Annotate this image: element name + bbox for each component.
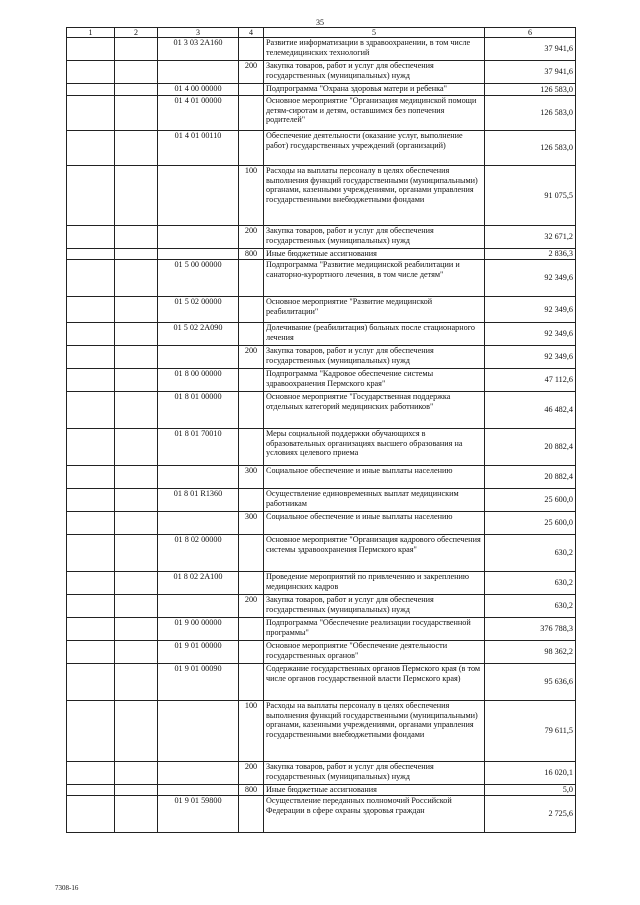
expense-type-code-cell: 200 — [239, 346, 264, 369]
item-name-cell: Основное мероприятие "Организация кадрового обеспечения системы здравоохранения Пермского края" — [264, 535, 485, 572]
target-article-code-cell — [158, 785, 239, 796]
item-name-cell: Иные бюджетные ассигнования — [264, 785, 485, 796]
amount-cell: 92 349,6 — [485, 297, 576, 323]
ministry-code-cell — [67, 369, 115, 392]
section-code-cell — [115, 664, 158, 701]
amount-cell: 630,2 — [485, 572, 576, 595]
ministry-code-cell — [67, 535, 115, 572]
section-code-cell — [115, 785, 158, 796]
amount-cell: 92 349,6 — [485, 346, 576, 369]
table-row — [67, 535, 576, 572]
target-article-code-cell: 01 8 01 R1360 — [158, 489, 239, 512]
expense-type-code-cell: 800 — [239, 785, 264, 796]
section-code-cell — [115, 796, 158, 833]
target-article-code-cell: 01 8 01 70010 — [158, 429, 239, 466]
section-code-cell — [115, 489, 158, 512]
ministry-code-cell — [67, 346, 115, 369]
target-article-code-cell — [158, 346, 239, 369]
section-code-cell — [115, 249, 158, 260]
expense-type-code-cell — [239, 392, 264, 429]
amount-cell: 126 583,0 — [485, 96, 576, 131]
item-name-cell: Осуществление переданных полномочий Российской Федерации в сфере охраны здоровья граждан — [264, 796, 485, 833]
amount-cell: 25 600,0 — [485, 512, 576, 535]
table-row — [67, 512, 576, 535]
table-row — [67, 226, 576, 249]
ministry-code-cell — [67, 785, 115, 796]
section-code-cell — [115, 96, 158, 131]
amount-cell: 630,2 — [485, 595, 576, 618]
section-code-cell — [115, 701, 158, 762]
table-row — [67, 701, 576, 762]
table-row — [67, 96, 576, 131]
amount-cell: 32 671,2 — [485, 226, 576, 249]
item-name-cell: Закупка товаров, работ и услуг для обеспечения государственных (муниципальных) нужд — [264, 226, 485, 249]
item-name-cell: Проведение мероприятий по привлечению и закреплению медицинских кадров — [264, 572, 485, 595]
target-article-code-cell — [158, 762, 239, 785]
ministry-code-cell — [67, 595, 115, 618]
item-name-cell: Закупка товаров, работ и услуг для обеспечения государственных (муниципальных) нужд — [264, 61, 485, 84]
amount-cell: 2 725,6 — [485, 796, 576, 833]
target-article-code-cell: 01 4 01 00110 — [158, 131, 239, 166]
ministry-code-cell — [67, 512, 115, 535]
column-header-6: 6 — [485, 28, 576, 38]
ministry-code-cell — [67, 572, 115, 595]
table-row — [67, 641, 576, 664]
ministry-code-cell — [67, 701, 115, 762]
item-name-cell: Осуществление единовременных выплат медицинским работникам — [264, 489, 485, 512]
table-row — [67, 466, 576, 489]
section-code-cell — [115, 131, 158, 166]
table-row — [67, 796, 576, 833]
expense-type-code-cell: 100 — [239, 166, 264, 226]
section-code-cell — [115, 572, 158, 595]
section-code-cell — [115, 466, 158, 489]
ministry-code-cell — [67, 466, 115, 489]
target-article-code-cell: 01 5 02 00000 — [158, 297, 239, 323]
amount-cell: 98 362,2 — [485, 641, 576, 664]
ministry-code-cell — [67, 249, 115, 260]
table-row — [67, 392, 576, 429]
item-name-cell: Обеспечение деятельности (оказание услуг, выполнение работ) государственных учреждений (организаций) — [264, 131, 485, 166]
amount-cell: 47 112,6 — [485, 369, 576, 392]
item-name-cell: Развитие информатизации в здравоохранении, в том числе телемедицинских технологий — [264, 38, 485, 61]
expense-type-code-cell — [239, 796, 264, 833]
amount-cell: 2 836,3 — [485, 249, 576, 260]
expense-type-code-cell — [239, 618, 264, 641]
ministry-code-cell — [67, 664, 115, 701]
amount-cell: 92 349,6 — [485, 323, 576, 346]
section-code-cell — [115, 392, 158, 429]
target-article-code-cell: 01 5 00 00000 — [158, 260, 239, 297]
expense-type-code-cell — [239, 96, 264, 131]
section-code-cell — [115, 429, 158, 466]
table-row — [67, 323, 576, 346]
expense-type-code-cell: 300 — [239, 466, 264, 489]
table-row — [67, 785, 576, 796]
ministry-code-cell — [67, 762, 115, 785]
table-row — [67, 369, 576, 392]
table-row — [67, 762, 576, 785]
section-code-cell — [115, 346, 158, 369]
target-article-code-cell — [158, 226, 239, 249]
expense-type-code-cell — [239, 38, 264, 61]
expense-type-code-cell — [239, 489, 264, 512]
item-name-cell: Закупка товаров, работ и услуг для обеспечения государственных (муниципальных) нужд — [264, 595, 485, 618]
page-number: 35 — [316, 18, 324, 27]
item-name-cell: Содержание государственных органов Пермского края (в том числе органов государственной власти Пермского края) — [264, 664, 485, 701]
table-row — [67, 131, 576, 166]
ministry-code-cell — [67, 429, 115, 466]
item-name-cell: Основное мероприятие "Обеспечение деятельности государственных органов" — [264, 641, 485, 664]
ministry-code-cell — [67, 131, 115, 166]
ministry-code-cell — [67, 260, 115, 297]
target-article-code-cell: 01 8 01 00000 — [158, 392, 239, 429]
expense-type-code-cell: 300 — [239, 512, 264, 535]
section-code-cell — [115, 369, 158, 392]
section-code-cell — [115, 226, 158, 249]
expense-type-code-cell: 200 — [239, 226, 264, 249]
expense-type-code-cell: 100 — [239, 701, 264, 762]
expense-type-code-cell: 200 — [239, 762, 264, 785]
ministry-code-cell — [67, 38, 115, 61]
amount-cell: 630,2 — [485, 535, 576, 572]
item-name-cell: Закупка товаров, работ и услуг для обеспечения государственных (муниципальных) нужд — [264, 346, 485, 369]
ministry-code-cell — [67, 166, 115, 226]
table-row — [67, 664, 576, 701]
item-name-cell: Расходы на выплаты персоналу в целях обеспечения выполнения функций государственными (муниципальными) органами, казенными учреждениями, органами управления государственными внебюджетными фондами — [264, 166, 485, 226]
amount-cell: 20 882,4 — [485, 429, 576, 466]
target-article-code-cell: 01 3 03 2А160 — [158, 38, 239, 61]
table-row — [67, 166, 576, 226]
item-name-cell: Социальное обеспечение и иные выплаты населению — [264, 512, 485, 535]
ministry-code-cell — [67, 618, 115, 641]
table-body — [67, 38, 576, 833]
ministry-code-cell — [67, 226, 115, 249]
table-row — [67, 489, 576, 512]
expense-type-code-cell — [239, 572, 264, 595]
item-name-cell: Меры социальной поддержки обучающихся в образовательных организациях высшего образования на условиях целевого приема — [264, 429, 485, 466]
expense-type-code-cell — [239, 297, 264, 323]
target-article-code-cell: 01 9 00 00000 — [158, 618, 239, 641]
section-code-cell — [115, 323, 158, 346]
table-row — [67, 429, 576, 466]
target-article-code-cell — [158, 466, 239, 489]
expense-type-code-cell — [239, 535, 264, 572]
budget-table — [66, 27, 576, 833]
section-code-cell — [115, 84, 158, 96]
table-row — [67, 346, 576, 369]
amount-cell: 91 075,5 — [485, 166, 576, 226]
expense-type-code-cell — [239, 429, 264, 466]
item-name-cell: Подпрограмма "Обеспечение реализации государственной программы" — [264, 618, 485, 641]
section-code-cell — [115, 641, 158, 664]
ministry-code-cell — [67, 796, 115, 833]
item-name-cell: Подпрограмма "Развитие медицинской реабилитации и санаторно-курортного лечения, в том числе детям" — [264, 260, 485, 297]
ministry-code-cell — [67, 641, 115, 664]
item-name-cell: Закупка товаров, работ и услуг для обеспечения государственных (муниципальных) нужд — [264, 762, 485, 785]
expense-type-code-cell — [239, 664, 264, 701]
column-header-5: 5 — [264, 28, 485, 38]
amount-cell: 37 941,6 — [485, 38, 576, 61]
amount-cell: 37 941,6 — [485, 61, 576, 84]
table-row — [67, 249, 576, 260]
target-article-code-cell — [158, 701, 239, 762]
section-code-cell — [115, 618, 158, 641]
ministry-code-cell — [67, 84, 115, 96]
item-name-cell: Иные бюджетные ассигнования — [264, 249, 485, 260]
expense-type-code-cell — [239, 641, 264, 664]
amount-cell: 376 788,3 — [485, 618, 576, 641]
section-code-cell — [115, 297, 158, 323]
column-header-4: 4 — [239, 28, 264, 38]
column-header-1: 1 — [67, 28, 115, 38]
expense-type-code-cell — [239, 84, 264, 96]
target-article-code-cell — [158, 61, 239, 84]
table-row — [67, 297, 576, 323]
section-code-cell — [115, 512, 158, 535]
amount-cell: 5,0 — [485, 785, 576, 796]
amount-cell: 92 349,6 — [485, 260, 576, 297]
target-article-code-cell: 01 8 00 00000 — [158, 369, 239, 392]
target-article-code-cell: 01 5 02 2А090 — [158, 323, 239, 346]
amount-cell: 95 636,6 — [485, 664, 576, 701]
target-article-code-cell: 01 4 00 00000 — [158, 84, 239, 96]
amount-cell: 79 611,5 — [485, 701, 576, 762]
column-header-2: 2 — [115, 28, 158, 38]
item-name-cell: Социальное обеспечение и иные выплаты населению — [264, 466, 485, 489]
ministry-code-cell — [67, 96, 115, 131]
target-article-code-cell: 01 9 01 59800 — [158, 796, 239, 833]
ministry-code-cell — [67, 297, 115, 323]
expense-type-code-cell: 200 — [239, 61, 264, 84]
section-code-cell — [115, 595, 158, 618]
table-row — [67, 572, 576, 595]
target-article-code-cell: 01 9 01 00090 — [158, 664, 239, 701]
target-article-code-cell — [158, 166, 239, 226]
table-row — [67, 84, 576, 96]
section-code-cell — [115, 762, 158, 785]
target-article-code-cell — [158, 595, 239, 618]
table-row — [67, 38, 576, 61]
table-row — [67, 260, 576, 297]
expense-type-code-cell — [239, 369, 264, 392]
target-article-code-cell: 01 8 02 00000 — [158, 535, 239, 572]
expense-type-code-cell — [239, 260, 264, 297]
ministry-code-cell — [67, 323, 115, 346]
section-code-cell — [115, 166, 158, 226]
ministry-code-cell — [67, 392, 115, 429]
table-row — [67, 595, 576, 618]
section-code-cell — [115, 260, 158, 297]
item-name-cell: Расходы на выплаты персоналу в целях обеспечения выполнения функций государственными (муниципальными) органами, казенными учреждениями, органами управления государственными внебюджетными фондами — [264, 701, 485, 762]
section-code-cell — [115, 38, 158, 61]
amount-cell: 16 020,1 — [485, 762, 576, 785]
expense-type-code-cell: 200 — [239, 595, 264, 618]
ministry-code-cell — [67, 61, 115, 84]
amount-cell: 25 600,0 — [485, 489, 576, 512]
amount-cell: 20 882,4 — [485, 466, 576, 489]
item-name-cell: Долечивание (реабилитация) больных после стационарного лечения — [264, 323, 485, 346]
expense-type-code-cell — [239, 131, 264, 166]
header-row — [67, 28, 576, 38]
amount-cell: 126 583,0 — [485, 84, 576, 96]
section-code-cell — [115, 535, 158, 572]
item-name-cell: Подпрограмма "Охрана здоровья матери и ребенка" — [264, 84, 485, 96]
target-article-code-cell — [158, 249, 239, 260]
amount-cell: 46 482,4 — [485, 392, 576, 429]
expense-type-code-cell: 800 — [239, 249, 264, 260]
document-code: 7308-16 — [55, 884, 79, 892]
item-name-cell: Подпрограмма "Кадровое обеспечение системы здравоохранения Пермского края" — [264, 369, 485, 392]
target-article-code-cell: 01 9 01 00000 — [158, 641, 239, 664]
table-header — [67, 28, 576, 38]
column-header-3: 3 — [158, 28, 239, 38]
table-row — [67, 61, 576, 84]
ministry-code-cell — [67, 489, 115, 512]
amount-cell: 126 583,0 — [485, 131, 576, 166]
target-article-code-cell: 01 4 01 00000 — [158, 96, 239, 131]
table-row — [67, 618, 576, 641]
section-code-cell — [115, 61, 158, 84]
item-name-cell: Основное мероприятие "Организация медицинской помощи детям-сиротам и детям, оставшимся без попечения родителей" — [264, 96, 485, 131]
target-article-code-cell — [158, 512, 239, 535]
item-name-cell: Основное мероприятие "Развитие медицинской реабилитации" — [264, 297, 485, 323]
item-name-cell: Основное мероприятие "Государственная поддержка отдельных категорий медицинских работников" — [264, 392, 485, 429]
target-article-code-cell: 01 8 02 2А100 — [158, 572, 239, 595]
expense-type-code-cell — [239, 323, 264, 346]
